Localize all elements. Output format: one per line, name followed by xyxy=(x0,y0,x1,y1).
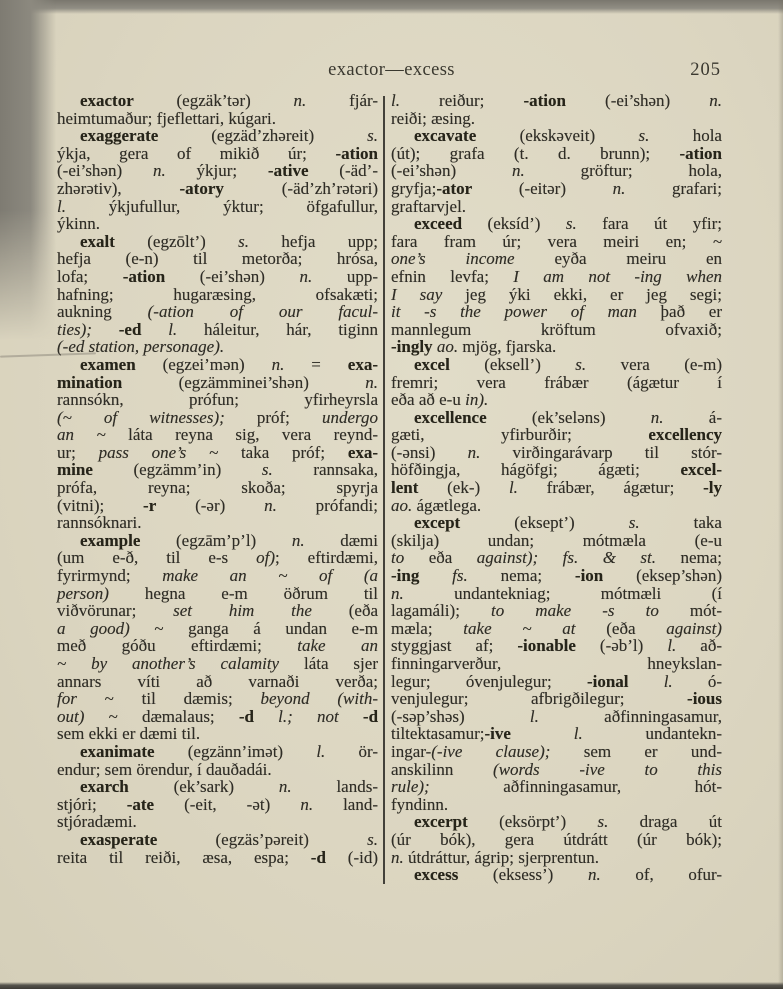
dictionary-line: an ~ láta reyna sig, vera reynd- xyxy=(57,425,379,445)
dictionary-line: (~ of witnesses); próf; undergo xyxy=(57,407,378,427)
dictionary-line: (-səp’shəs) l. aðfinningasamur, xyxy=(391,706,722,726)
dictionary-line: -ing fs. nema; -ion (eksep’shən) xyxy=(391,566,722,586)
dictionary-line: exasperate (egzäs’pəreit) s. xyxy=(79,829,378,849)
page-number: 205 xyxy=(690,60,721,80)
dictionary-line: mine (egzämm’in) s. rannsaka, xyxy=(57,460,378,480)
column-right xyxy=(391,92,722,884)
scan-edge-right xyxy=(778,0,783,989)
dictionary-line: exaggerate (egzäd’zhəreit) s. xyxy=(79,126,378,146)
dictionary-line: annars víti að varnaði verða; xyxy=(57,671,378,691)
dictionary-line: eða að e-u in). xyxy=(391,390,489,410)
dictionary-line: except (eksept’) s. taka xyxy=(413,513,722,533)
dictionary-line: exalt (egzōlt’) s. hefja upp; xyxy=(79,231,378,251)
dictionary-line: ties); -ed l. háleitur, hár, tiginn xyxy=(57,319,379,339)
dictionary-line: (úr bók), gera útdrátt (úr bók); xyxy=(391,829,722,849)
dictionary-line: exceed (eksíd’) s. fara út yfir; xyxy=(413,214,722,234)
dictionary-line: excel (eksell’) s. vera (e-m) xyxy=(413,354,722,374)
dictionary-line: prófa, reyna; skoða; spyrja xyxy=(57,478,378,498)
dictionary-line: mæla; take ~ at (eða against) xyxy=(391,618,722,638)
dictionary-line: ýkinn. xyxy=(57,214,100,234)
dictionary-line: rule); aðfinningasamur, hót- xyxy=(391,777,722,797)
dictionary-line: mination (egzämminei’shən) n. xyxy=(57,372,378,392)
dictionary-line: person) hegna e-m öðrum til xyxy=(57,583,378,603)
dictionary-line: rannsóknari. xyxy=(57,513,142,533)
running-head: exactor—excess xyxy=(328,60,455,80)
dictionary-line: example (egzām’p’l) n. dæmi xyxy=(79,530,378,550)
dictionary-line: ingar-(-ive clause); sem er und- xyxy=(391,741,722,761)
dictionary-line: (-ei’shən) n. gröftur; hola, xyxy=(391,161,723,181)
dictionary-line: gæti, yfirburðir; excellency xyxy=(391,425,722,445)
dictionary-line: endur; sem örendur, í dauðadái. xyxy=(57,759,272,779)
dictionary-line: tiltektasamur;-ive l. undantekn- xyxy=(391,724,722,744)
dictionary-line: a good) ~ ganga á undan e-m xyxy=(57,618,378,638)
dictionary-line: lagamáli); to make -s to mót- xyxy=(391,601,723,621)
dictionary-line: fremri; vera frábær (ágætur í xyxy=(391,372,722,392)
dictionary-line: n. undantekniag; mótmæli (í xyxy=(391,583,722,603)
dictionary-line: ur; pass one’s ~ taka próf; exa- xyxy=(57,442,379,462)
dictionary-line: höfðingja, hágöfgi; ágæti; excel- xyxy=(391,460,722,480)
dictionary-line: (-ed station, personage). xyxy=(57,337,225,357)
dictionary-line: ýkja, gera of mikið úr; -ation xyxy=(57,143,378,163)
column-divider xyxy=(383,96,385,884)
dictionary-line: zhərətiv), -atory (-äd’zh’rətəri) xyxy=(57,178,378,198)
dictionary-line: l. ýkjufullur, ýktur; öfgafullur, xyxy=(57,196,378,216)
dictionary-line: anskilinn (words -ive to this xyxy=(391,759,722,779)
dictionary-line: venjulegur; afbrigðilegur; -ious xyxy=(391,689,722,709)
scan-edge-top xyxy=(0,0,783,14)
dictionary-line: I say jeg ýki ekki, er jeg segi; xyxy=(391,284,722,304)
dictionary-line: mannlegum kröftum ofvaxið; xyxy=(391,319,722,339)
dictionary-line: n. útdráttur, ágrip; sjerprentun. xyxy=(391,847,599,867)
dictionary-line: finningarverður, hneykslan- xyxy=(391,654,722,673)
dictionary-line: stjóri; -ate (-eit, -ət) n. land- xyxy=(57,794,379,814)
dictionary-line: styggjast af; -ionable (-əb’l) l. að- xyxy=(391,636,722,656)
dictionary-line: gryfja;-ator (-eitər) n. grafari; xyxy=(391,178,722,198)
dictionary-line: excellence (ek’seləns) n. á- xyxy=(413,407,722,427)
dictionary-line: l. reiður; -ation (-ei’shən) n. xyxy=(391,91,722,110)
dictionary-line: exanimate (egzänn’imət) l. ör- xyxy=(79,741,378,761)
dictionary-line: for ~ til dæmis; beyond (with- xyxy=(57,689,378,709)
dictionary-line: heimtumaður; fjeflettari, kúgari. xyxy=(57,108,277,128)
dictionary-line: (um e-ð, til e-s of); eftirdæmi, xyxy=(57,548,378,568)
dictionary-line: -ingly ao. mjög, fjarska. xyxy=(391,337,557,357)
dictionary-line: (skilja) undan; mótmæla (e-u xyxy=(391,530,722,550)
dictionary-line: one’s income eyða meiru en xyxy=(391,249,722,269)
dictionary-line: ao. ágætlega. xyxy=(391,495,482,515)
dictionary-line: reita til reiði, æsa, espa; -d (-id) xyxy=(57,847,378,867)
dictionary-line: viðvörunar; set him the (eða xyxy=(57,601,378,621)
scan-edge-bottom xyxy=(0,982,783,989)
dictionary-line: hefja (e-n) til metorða; hrósa, xyxy=(57,249,378,269)
dictionary-line: excess (eksess’) n. of, ofur- xyxy=(413,865,722,885)
dictionary-line: exactor (egzäk’tər) n. fjár- xyxy=(79,91,378,110)
column-left xyxy=(57,92,378,866)
dictionary-line: efnin levfa; I am not -ing when xyxy=(391,266,722,286)
dictionary-line: to eða against); fs. & st. nema; xyxy=(391,548,722,568)
dictionary-line: hafning; hugaræsing, ofsakæti; xyxy=(57,284,378,304)
dictionary-line: (út); grafa (t. d. brunn); -ation xyxy=(391,143,722,163)
dictionary-line: lent (ek-) l. frábær, ágætur; -ly xyxy=(391,478,723,498)
dictionary-line: (-ei’shən) n. ýkjur; -ative (-äd’- xyxy=(57,161,378,181)
dictionary-line: examen (egzei’mən) n. = exa- xyxy=(79,354,378,374)
dictionary-line: exarch (ek’sark) n. lands- xyxy=(79,777,379,797)
dictionary-line: lofa; -ation (-ei’shən) n. upp- xyxy=(57,266,378,286)
dictionary-line: ~ by another’s calamity láta sjer xyxy=(57,654,378,673)
dictionary-line: it -s the power of man það er xyxy=(391,302,722,322)
scan-edge-left xyxy=(0,0,56,340)
dictionary-line: rannsókn, prófun; yfirheyrsla xyxy=(57,390,378,410)
dictionary-line: sem ekki er dæmi til. xyxy=(57,724,201,744)
dictionary-line: legur; óvenjulegur; -ional l. ó- xyxy=(391,671,723,691)
dictionary-line: (-ənsi) n. virðingarávarp til stór- xyxy=(391,442,722,462)
dictionary-line: excavate (ekskəveit) s. hola xyxy=(413,126,722,146)
dictionary-line: excerpt (eksörpt’) s. draga út xyxy=(413,812,722,832)
dictionary-line: fara fram úr; vera meiri en; ~ xyxy=(391,231,722,251)
dictionary-line: graftarvjel. xyxy=(391,196,467,216)
dictionary-line: með góðu eftirdæmi; take an xyxy=(57,636,378,656)
dictionary-line: fyrirmynd; make an ~ of (a xyxy=(57,566,378,586)
dictionary-line: stjóradæmi. xyxy=(57,812,137,832)
dictionary-line: aukning (-ation of our facul- xyxy=(57,302,378,322)
dictionary-line: out) ~ dæmalaus; -d l.; not -d xyxy=(57,706,379,726)
dictionary-line: reiði; æsing. xyxy=(391,108,476,128)
dictionary-line: (vitni); -r (-ər) n. prófandi; xyxy=(57,495,378,515)
dictionary-line: fyndinn. xyxy=(391,794,449,814)
